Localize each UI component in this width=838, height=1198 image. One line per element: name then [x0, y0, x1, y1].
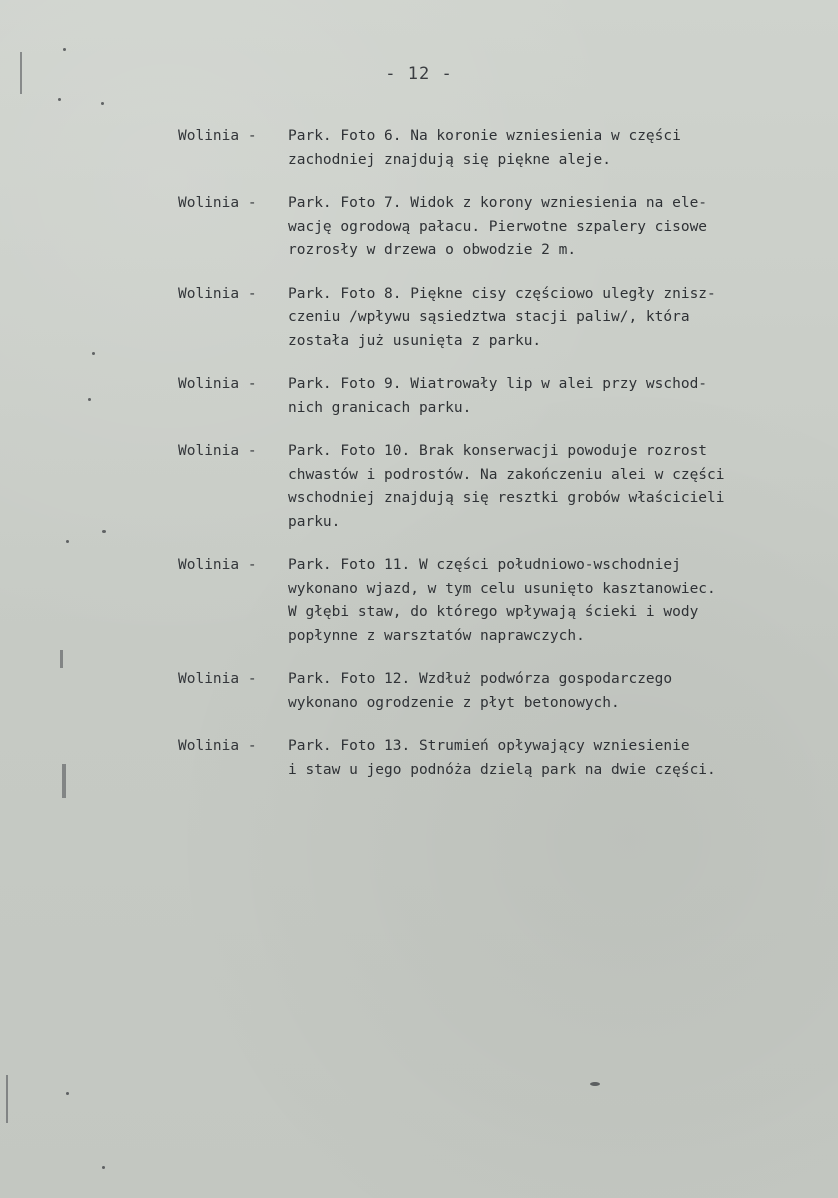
margin-speck [66, 1092, 69, 1095]
caption-line: Park. Foto 10. Brak konserwacji powoduje rozrost [288, 443, 708, 459]
caption-text [288, 125, 818, 172]
caption-text [288, 283, 818, 354]
caption-line: została już usunięta z parku. [288, 332, 542, 349]
place-label: Wolinia - [178, 128, 257, 144]
caption-text [288, 192, 818, 263]
place-label: Wolinia - [178, 671, 257, 687]
margin-speck [66, 540, 69, 543]
caption-text [288, 668, 818, 715]
margin-speck [102, 1166, 105, 1169]
caption-entry [178, 440, 818, 534]
margin-speck [102, 530, 106, 533]
margin-speck [63, 48, 66, 51]
place-label: Wolinia - [178, 557, 257, 573]
photo-captions-list [178, 125, 818, 802]
caption-line: nich granicach parku. [288, 399, 472, 416]
caption-line: Park. Foto 8. Piękne cisy częściowo uległy znisz- [288, 285, 716, 302]
margin-mark [62, 764, 66, 798]
caption-line: czeniu /wpływu sąsiedztwa stacji paliw/, która [288, 309, 690, 325]
caption-entry [178, 554, 818, 648]
caption-line: rozrosły w drzewa o obwodzie 2 m. [288, 242, 577, 258]
caption-line: Park. Foto 7. Widok z korony wzniesienia na ele- [288, 195, 708, 211]
caption-line: popłynne z warsztatów naprawczych. [288, 627, 585, 644]
caption-line: parku. [288, 513, 341, 530]
caption-line: Park. Foto 11. W części południowo-wschodniej [288, 557, 681, 573]
page-number: - 12 - [385, 64, 453, 84]
caption-line: zachodniej znajdują się piękne aleje. [288, 151, 612, 168]
place-label: Wolinia - [178, 285, 257, 302]
caption-text [288, 554, 818, 648]
margin-mark [60, 650, 63, 668]
caption-text [288, 735, 818, 782]
caption-line: W głębi staw, do którego wpływają ścieki i wody [288, 604, 699, 620]
place-label: Wolinia - [178, 738, 257, 754]
place-label: Wolinia - [178, 195, 257, 211]
caption-line: Park. Foto 13. Strumień opływający wzniesienie [288, 738, 690, 754]
caption-line: wację ogrodową pałacu. Pierwotne szpalery cisowe [288, 218, 708, 235]
caption-line: Park. Foto 9. Wiatrowały lip w alei przy wschod- [288, 376, 708, 392]
caption-line: Park. Foto 12. Wzdłuż podwórza gospodarczego [288, 671, 673, 687]
page-speck [590, 1082, 600, 1086]
caption-entry [178, 668, 818, 715]
caption-line: wschodniej znajdują się resztki grobów właścicieli [288, 490, 725, 506]
caption-entry [178, 373, 818, 420]
caption-entry [178, 192, 818, 263]
margin-speck [88, 398, 91, 401]
margin-speck [58, 98, 61, 101]
margin-speck [92, 352, 95, 355]
caption-text [288, 440, 818, 534]
margin-mark [6, 1075, 8, 1123]
caption-entry [178, 735, 818, 782]
place-label: Wolinia - [178, 376, 257, 392]
place-label: Wolinia - [178, 443, 257, 459]
caption-entry [178, 283, 818, 354]
caption-line: wykonano ogrodzenie z płyt betonowych. [288, 694, 620, 711]
caption-line: chwastów i podrostów. Na zakończeniu alei w części [288, 466, 725, 483]
caption-line: i staw u jego podnóża dzielą park na dwie części. [288, 761, 716, 778]
margin-speck [101, 102, 104, 105]
caption-entry [178, 125, 818, 172]
caption-line: Park. Foto 6. Na koronie wzniesienia w części [288, 128, 681, 144]
caption-line: wykonano wjazd, w tym celu usunięto kasztanowiec. [288, 580, 716, 597]
caption-text [288, 373, 818, 420]
